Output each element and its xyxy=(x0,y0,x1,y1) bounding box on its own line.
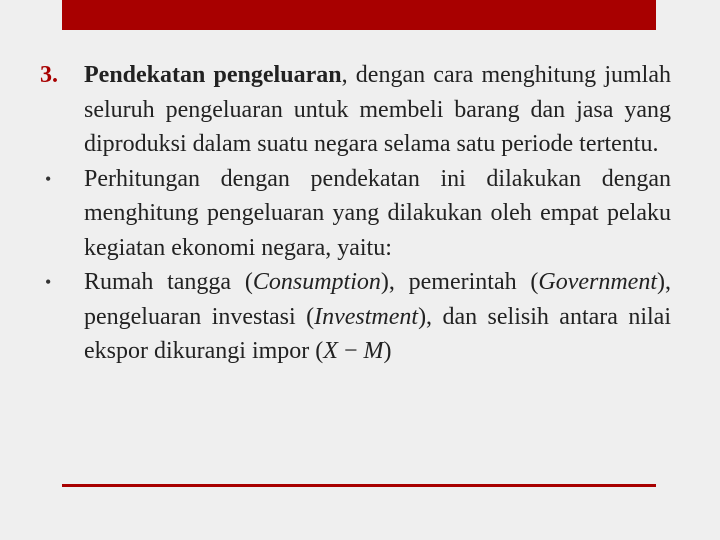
item-text-segment: Rumah tangga ( xyxy=(84,269,253,295)
item-text-segment: ) xyxy=(383,338,392,364)
list-item-calculation xyxy=(40,162,671,266)
minus-sign: − xyxy=(337,338,364,364)
term-investment: Investment xyxy=(314,303,419,330)
bullet-marker: • xyxy=(45,168,52,189)
top-accent-bar xyxy=(62,0,656,30)
bullet-marker: • xyxy=(45,272,52,292)
item-text-segment: ), dan selisih antara nilai ekspor dikurangi impor ( xyxy=(84,303,671,364)
item-text-segment: ), pemerintah ( xyxy=(380,269,539,295)
term-export-x: X xyxy=(323,338,338,364)
slide-content xyxy=(40,58,671,369)
item-text: , dengan cara menghitung jumlah seluruh pengeluaran untuk membeli barang dan jasa yang diproduksi dalam suatu negara selama satu periode tertentu. xyxy=(84,62,671,157)
term-consumption: Consumption xyxy=(252,269,381,295)
item-text: Perhitungan dengan pendekatan ini dilakukan dengan menghitung pengeluaran yang dilakukan oleh empat pelaku kegiatan ekonomi negara, yaitu: xyxy=(84,165,671,261)
item-text-segment: ), pengeluaran investasi ( xyxy=(84,269,672,330)
term-import-m: M xyxy=(363,338,384,364)
item-title: Pendekatan pengeluaran xyxy=(84,62,342,88)
list-item-approach xyxy=(40,58,671,162)
item-number: 3. xyxy=(40,62,58,88)
bottom-divider xyxy=(62,484,656,487)
list-item-components xyxy=(40,265,671,369)
term-government: Government xyxy=(538,269,658,295)
